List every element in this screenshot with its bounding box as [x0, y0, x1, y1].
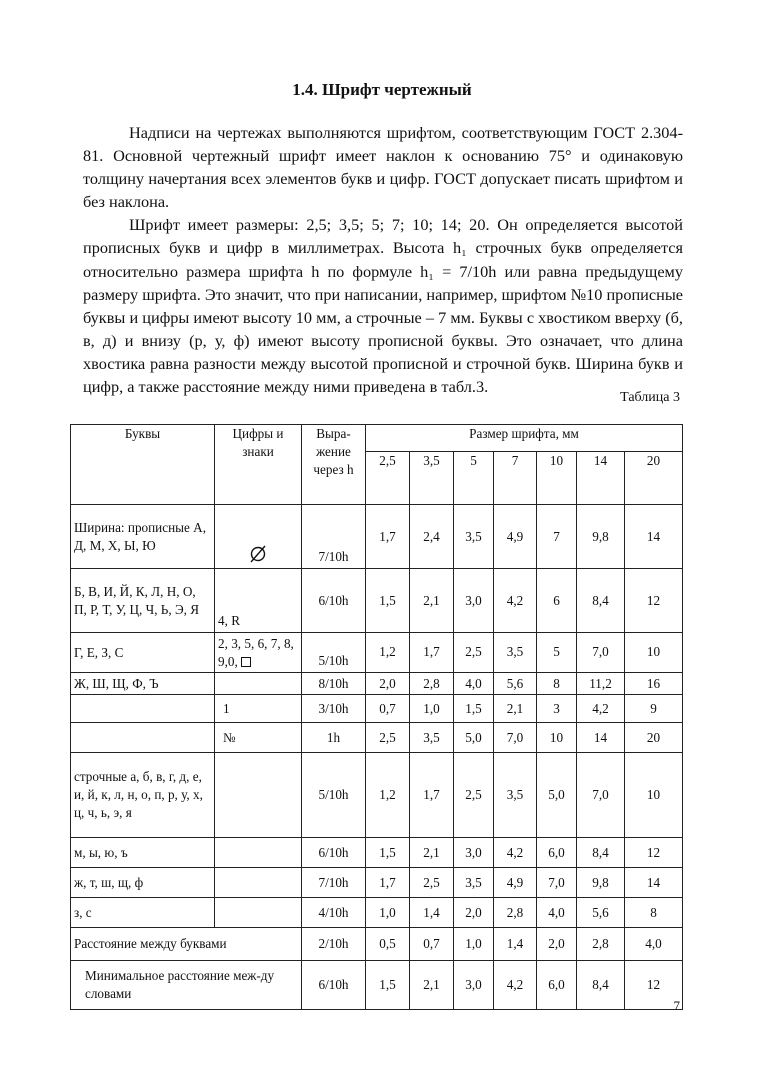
value-cell: 1,5: [366, 961, 410, 1010]
value-cell: 2,1: [410, 569, 454, 633]
value-cell: 1,5: [366, 569, 410, 633]
digits-cell: [215, 633, 302, 673]
letters-cell: з, с: [71, 898, 215, 928]
value-cell: 1,7: [410, 633, 454, 673]
expression-cell: 6/10h: [302, 838, 366, 868]
expression-cell: 3/10h: [302, 695, 366, 723]
value-cell: 4,2: [494, 961, 537, 1010]
value-cell: 8: [537, 673, 577, 695]
value-cell: 2,8: [577, 928, 625, 961]
value-cell: 3,0: [454, 961, 494, 1010]
digits-cell: [215, 838, 302, 868]
section-title: 1.4. Шрифт чертежный: [292, 80, 472, 99]
table-row: [71, 695, 683, 723]
expression-cell: 6/10h: [302, 569, 366, 633]
letters-cell: [71, 723, 215, 753]
value-cell: 2,0: [537, 928, 577, 961]
header-size: 2,5: [366, 452, 410, 505]
value-cell: 7,0: [537, 868, 577, 898]
value-cell: 4,0: [454, 673, 494, 695]
header-size: 5: [454, 452, 494, 505]
letters-cell: Г, Е, З, С: [71, 633, 215, 673]
value-cell: 20: [625, 723, 683, 753]
value-cell: 2,1: [410, 838, 454, 868]
value-cell: 2,8: [410, 673, 454, 695]
value-cell: 4,2: [494, 569, 537, 633]
value-cell: 5,6: [577, 898, 625, 928]
value-cell: 9,8: [577, 868, 625, 898]
digits-cell: [215, 898, 302, 928]
page-number: 7: [673, 998, 680, 1013]
table-row: [71, 898, 683, 928]
value-cell: 8,4: [577, 961, 625, 1010]
letters-cell: м, ы, ю, ъ: [71, 838, 215, 868]
paragraph-2: Шрифт имеет размеры: 2,5; 3,5; 5; 7; 10; 14; 20. Он определяется высотой прописных букв и цифр в миллиметрах. Высота h₁ строчных букв определяется относительно размера шрифта h по формуле h₁ = 7/10h или равна предыдущему размеру шрифта. Это значит, что при написании, например, шрифтом №10 прописные буквы и цифры имеют высоту 10 мм, а строчные – 7 мм. Буквы с хвостиком вверху (б, в, д) и внизу (р, у, ф) имеют высоту прописной буквы. Это означает, что длина хвостика равна разности между высотой прописной и строчной букв. Ширина букв и цифр, а также расстояние между ними приведена в табл.3.: [83, 215, 683, 397]
value-cell: 1,0: [366, 898, 410, 928]
value-cell: 2,5: [410, 868, 454, 898]
value-cell: 4,9: [494, 505, 537, 569]
value-cell: 8: [625, 898, 683, 928]
value-cell: 6,0: [537, 961, 577, 1010]
value-cell: 11,2: [577, 673, 625, 695]
value-cell: 16: [625, 673, 683, 695]
expression-cell: 8/10h: [302, 673, 366, 695]
value-cell: 8,4: [577, 838, 625, 868]
digits-cell: №: [215, 723, 302, 753]
table-row: [71, 505, 683, 569]
letters-cell: [71, 695, 215, 723]
expression-cell: 6/10h: [302, 961, 366, 1010]
value-cell: 1,2: [366, 633, 410, 673]
value-cell: 3: [537, 695, 577, 723]
value-cell: 14: [577, 723, 625, 753]
value-cell: 2,5: [454, 633, 494, 673]
value-cell: 1,0: [454, 928, 494, 961]
table-row: [71, 673, 683, 695]
digits-cell: 4, R: [215, 569, 302, 633]
table-row: [71, 633, 683, 673]
letters-cell: ж, т, ш, щ, ф: [71, 868, 215, 898]
digits-cell: [215, 673, 302, 695]
value-cell: 4,9: [494, 868, 537, 898]
value-cell: 4,2: [494, 838, 537, 868]
expression-cell: 7/10h: [302, 505, 366, 569]
table-row: [71, 723, 683, 753]
value-cell: 5,0: [537, 753, 577, 838]
value-cell: 8,4: [577, 569, 625, 633]
letters-cell: Расстояние между буквами: [71, 928, 302, 961]
body-text: [83, 121, 683, 398]
expression-cell: 2/10h: [302, 928, 366, 961]
value-cell: 10: [625, 753, 683, 838]
value-cell: 7,0: [494, 723, 537, 753]
digits-cell: [215, 868, 302, 898]
value-cell: 3,5: [494, 633, 537, 673]
value-cell: 6: [537, 569, 577, 633]
paragraph-1: Надписи на чертежах выполняются шрифтом, соответствующим ГОСТ 2.304-81. Основной чертежный шрифт имеет наклон к основанию 75° и одинаковую толщину начертания всех элементов букв и цифр. ГОСТ допускает писать шрифтом и без наклона.: [83, 123, 683, 212]
value-cell: 1,7: [366, 505, 410, 569]
letters-cell: Ж, Ш, Щ, Ф, Ъ: [71, 673, 215, 695]
value-cell: 1,7: [366, 868, 410, 898]
value-cell: 1,4: [410, 898, 454, 928]
header-size: 14: [577, 452, 625, 505]
font-size-table: [70, 424, 683, 1010]
value-cell: 0,7: [410, 928, 454, 961]
expression-cell: 5/10h: [302, 753, 366, 838]
value-cell: 2,0: [366, 673, 410, 695]
value-cell: 3,5: [494, 753, 537, 838]
value-cell: 2,1: [494, 695, 537, 723]
digits-cell: 1: [215, 695, 302, 723]
table-row: [71, 928, 683, 961]
header-size: 20: [625, 452, 683, 505]
value-cell: 1,4: [494, 928, 537, 961]
value-cell: 14: [625, 868, 683, 898]
value-cell: 14: [625, 505, 683, 569]
header-digits: Цифры и знаки: [215, 425, 302, 505]
value-cell: 2,0: [454, 898, 494, 928]
value-cell: 2,5: [366, 723, 410, 753]
table-row: [71, 569, 683, 633]
value-cell: 1,5: [366, 838, 410, 868]
value-cell: 1,2: [366, 753, 410, 838]
header-size: 7: [494, 452, 537, 505]
table-row: [71, 838, 683, 868]
value-cell: 0,7: [366, 695, 410, 723]
table-caption: Таблица 3: [620, 390, 680, 405]
digits-cell: [215, 753, 302, 838]
value-cell: 9: [625, 695, 683, 723]
table-row: [71, 868, 683, 898]
expression-cell: 4/10h: [302, 898, 366, 928]
table-row: [71, 753, 683, 838]
header-expression: Выра-жение через h: [302, 425, 366, 505]
value-cell: 2,1: [410, 961, 454, 1010]
value-cell: 7,0: [577, 753, 625, 838]
header-font-size: Размер шрифта, мм: [366, 425, 683, 452]
value-cell: 2,4: [410, 505, 454, 569]
value-cell: 7,0: [577, 633, 625, 673]
value-cell: 12: [625, 961, 683, 1010]
value-cell: 1,7: [410, 753, 454, 838]
header-letters: Буквы: [71, 425, 215, 505]
value-cell: 2,5: [454, 753, 494, 838]
value-cell: 3,0: [454, 838, 494, 868]
expression-cell: 1h: [302, 723, 366, 753]
letters-cell: Ширина: прописные А, Д, М, Х, Ы, Ю: [71, 505, 215, 569]
value-cell: 12: [625, 569, 683, 633]
value-cell: 9,8: [577, 505, 625, 569]
value-cell: 3,5: [410, 723, 454, 753]
expression-cell: 5/10h: [302, 633, 366, 673]
header-size: 3,5: [410, 452, 454, 505]
value-cell: 10: [537, 723, 577, 753]
value-cell: 3,0: [454, 569, 494, 633]
value-cell: 10: [625, 633, 683, 673]
value-cell: 5: [537, 633, 577, 673]
header-size: 10: [537, 452, 577, 505]
value-cell: 1,5: [454, 695, 494, 723]
value-cell: 6,0: [537, 838, 577, 868]
square-icon: [241, 657, 251, 667]
value-cell: 1,0: [410, 695, 454, 723]
digits-text: 2, 3, 5, 6, 7, 8, 9,0,: [218, 635, 294, 669]
letters-cell: строчные а, б, в, г, д, е, и, й, к, л, н, о, п, р, у, х, ц, ч, ь, э, я: [71, 753, 215, 838]
digits-cell: [215, 505, 302, 569]
value-cell: 5,6: [494, 673, 537, 695]
value-cell: 0,5: [366, 928, 410, 961]
value-cell: 7: [537, 505, 577, 569]
value-cell: 4,0: [625, 928, 683, 961]
table-row: [71, 961, 683, 1010]
value-cell: 4,0: [537, 898, 577, 928]
value-cell: 5,0: [454, 723, 494, 753]
value-cell: 3,5: [454, 505, 494, 569]
value-cell: 12: [625, 838, 683, 868]
value-cell: 3,5: [454, 868, 494, 898]
diameter-icon: [248, 544, 268, 564]
expression-cell: 7/10h: [302, 868, 366, 898]
value-cell: 4,2: [577, 695, 625, 723]
letters-cell: Б, В, И, Й, К, Л, Н, О, П, Р, Т, У, Ц, Ч, Ь, Э, Я: [71, 569, 215, 633]
value-cell: 2,8: [494, 898, 537, 928]
letters-cell: Минимальное расстояние меж-ду словами: [71, 961, 302, 1010]
